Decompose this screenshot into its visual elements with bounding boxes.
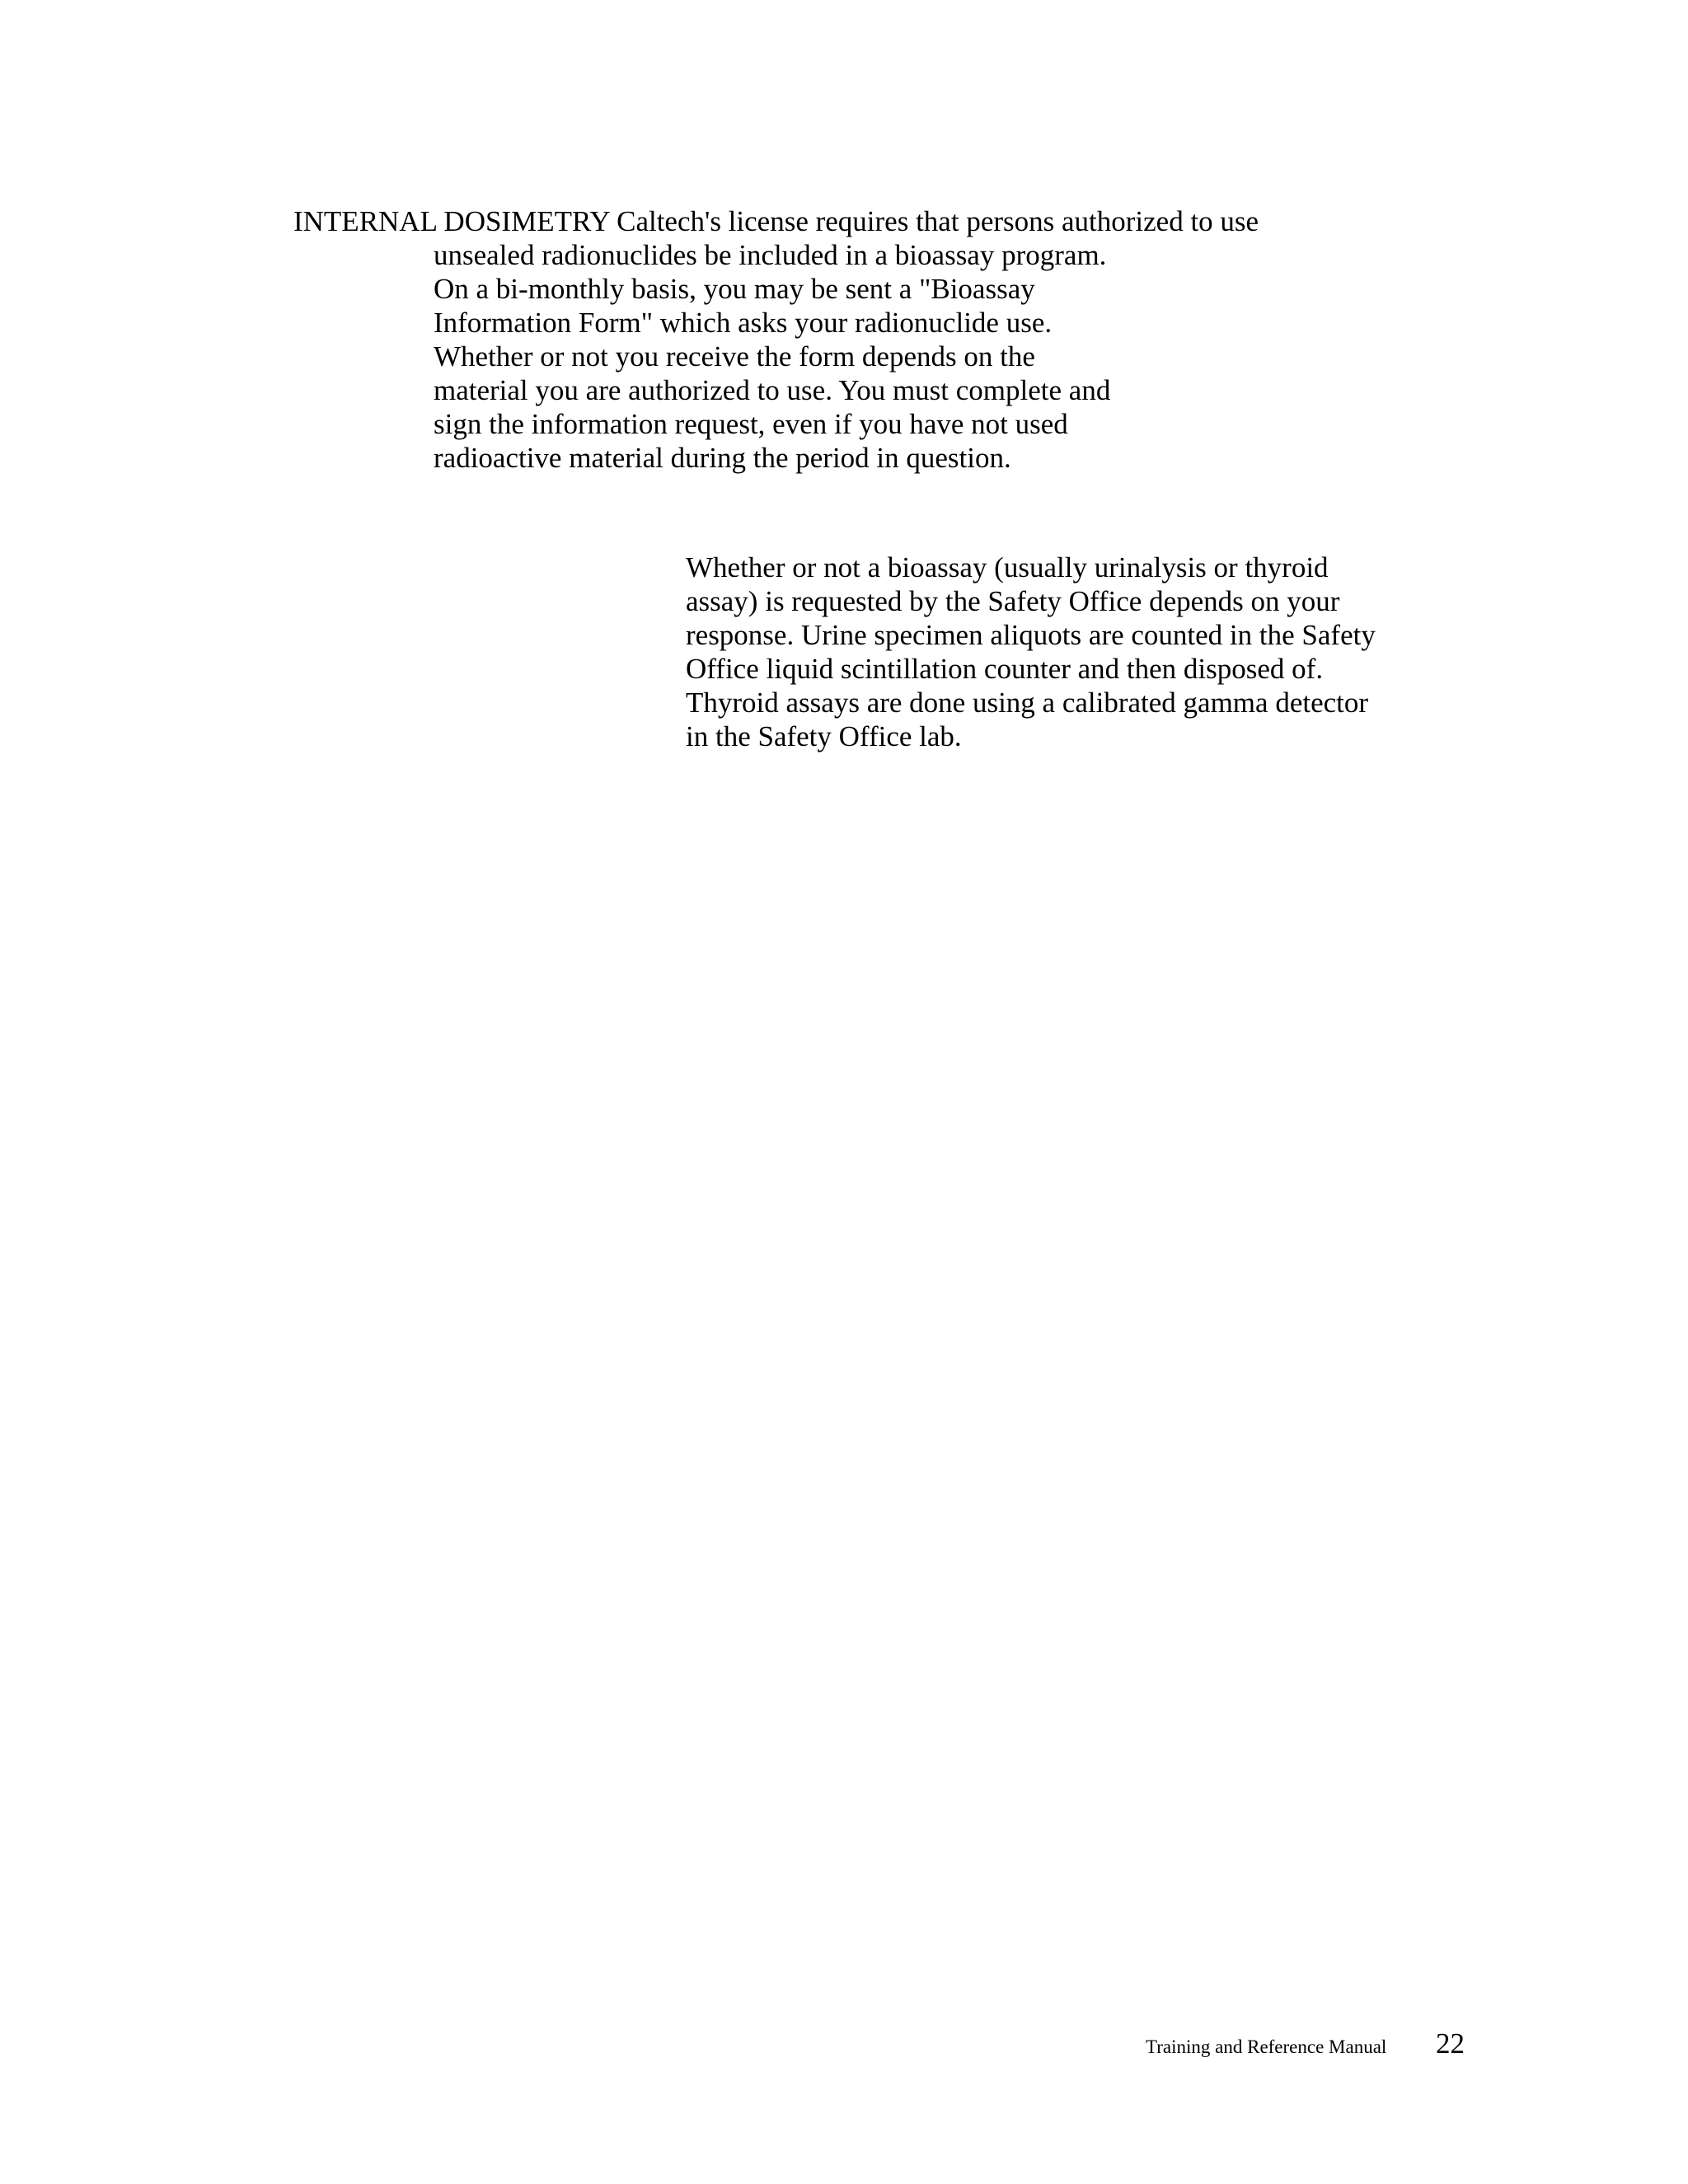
paragraph-line: Thyroid assays are done using a calibrated gamma detector [686,687,1369,719]
paragraph-line: INTERNAL DOSIMETRY Caltech's license requires that persons authorized to use [293,205,1259,237]
footer-manual-title: Training and Reference Manual [1146,2036,1387,2057]
paragraph-line: Information Form" which asks your radionuclide use. [434,307,1053,339]
paragraph-line: response. Urine specimen aliquots are counted in the Safety [686,619,1376,651]
page-number: 22 [1436,2027,1465,2060]
paragraph-line: On a bi-monthly basis, you may be sent a "Bioassay [434,273,1035,305]
paragraph-line: in the Safety Office lab. [686,720,962,752]
internal-dosimetry-paragraph [293,204,1259,475]
paragraph-line: Whether or not a bioassay (usually urinalysis or thyroid [686,551,1329,583]
paragraph-line: sign the information request, even if you have not used [434,408,1068,440]
paragraph-line: unsealed radionuclides be included in a bioassay program. [434,239,1107,271]
paragraph-line: Whether or not you receive the form depends on the [434,340,1035,373]
bioassay-paragraph [686,551,1376,753]
paragraph-line: assay) is requested by the Safety Office depends on your [686,585,1340,617]
page-footer [1146,2027,1475,2060]
paragraph-line: Office liquid scintillation counter and then disposed of. [686,653,1324,685]
paragraph-line: material you are authorized to use. You must complete and [434,374,1111,406]
paragraph-line: radioactive material during the period in question. [434,442,1011,474]
